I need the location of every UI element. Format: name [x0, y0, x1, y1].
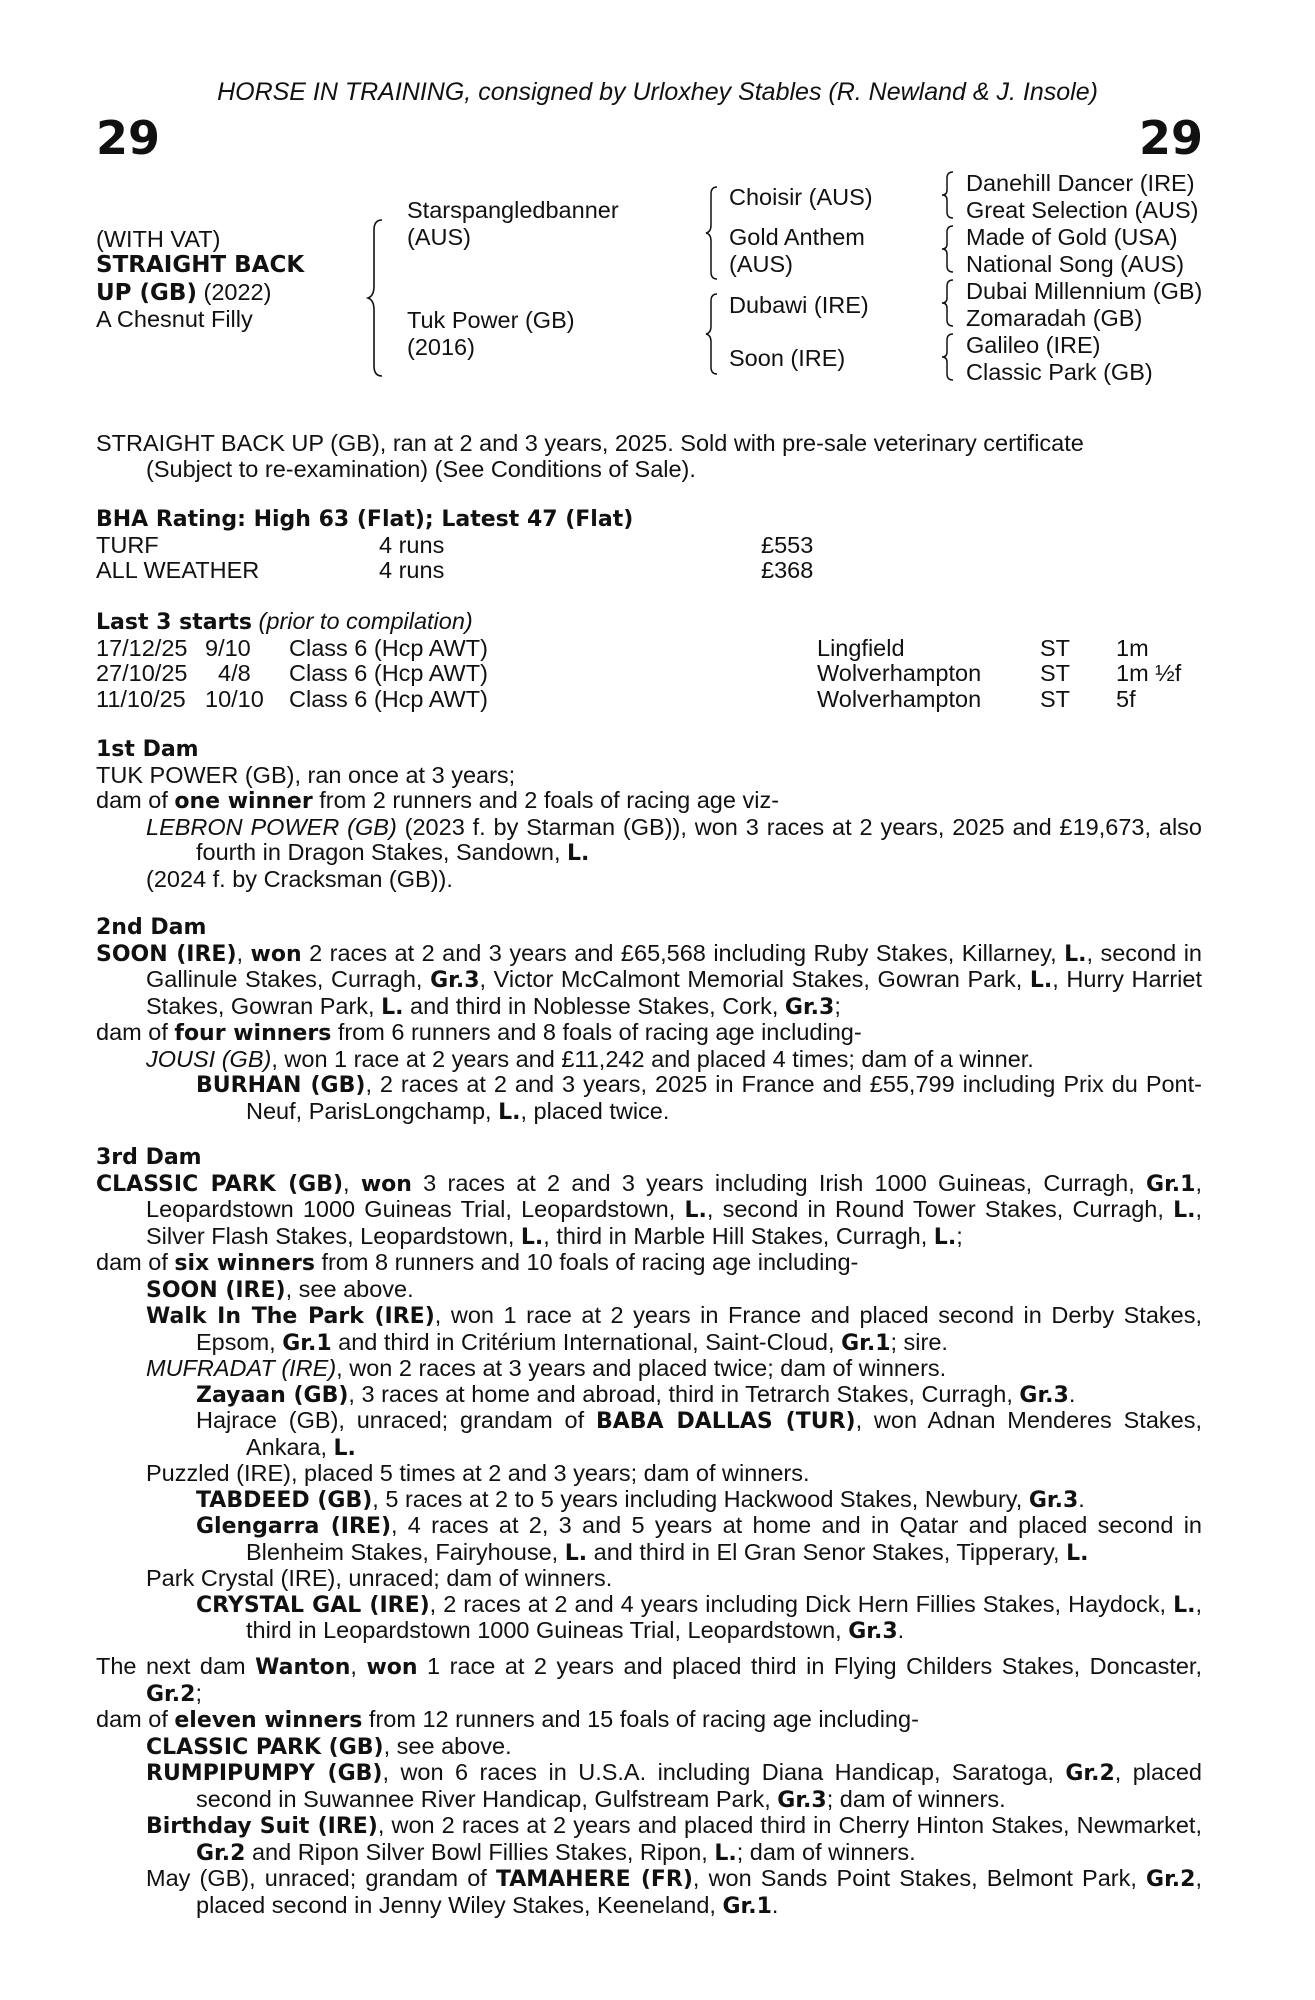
start-distance: 5f	[1116, 685, 1136, 712]
brace-dam-parents	[704, 292, 720, 376]
start-position: 4/8	[218, 660, 251, 686]
text: , 4 races at 2, 3 and 5 years at home and in Qatar and placed second in Blenheim Stakes, Fairyhouse,	[246, 1512, 1202, 1565]
sire-name: Starspangledbanner	[407, 197, 619, 223]
grade: L.	[381, 994, 404, 1020]
start-date: 27/10/25	[96, 660, 188, 686]
text: , won Adnan Menderes Stakes, Ankara,	[246, 1407, 1202, 1460]
text: .	[897, 1617, 905, 1643]
grade: L.	[714, 1840, 737, 1866]
gen3-3: Made of Gold (USA)	[966, 224, 1178, 250]
text: , second in Gallinule Stakes, Curragh,	[146, 939, 1202, 992]
progeny-name: BABA DALLAS (TUR)	[595, 1409, 856, 1434]
text: Hajrace (GB), unraced; grandam of	[196, 1407, 596, 1433]
text: ,	[236, 939, 251, 966]
text: and third in Critérium International, Saint-Cloud,	[331, 1328, 842, 1355]
text: , placed second in Jenny Wiley Stakes, Keeneland,	[196, 1865, 1202, 1918]
text: , won 2 races at 3 years and placed twice; dam of winners.	[336, 1355, 947, 1381]
grade: Gr.2	[146, 1681, 196, 1707]
page-header: HORSE IN TRAINING, consigned by Urloxhey Stables (R. Newland & J. Insole)	[217, 78, 1098, 106]
progeny-name: TABDEED (GB)	[196, 1487, 373, 1513]
text: dam of	[96, 1019, 175, 1045]
grade: L.	[684, 1198, 707, 1223]
text: and Ripon Silver Bowl Fillies Stakes, Ripon,	[245, 1838, 715, 1865]
text: , second in Round Tower Stakes, Curragh,	[706, 1196, 1174, 1222]
rating-row-turf	[96, 533, 1202, 559]
text: ; dam of winners.	[736, 1838, 916, 1865]
first-dam-section	[96, 737, 1202, 892]
gen3-1: Danehill Dancer (IRE)	[966, 170, 1195, 196]
third-dam-section	[96, 1145, 1202, 1645]
text: from 6 runners and 8 foals of racing age including-	[331, 1019, 862, 1045]
text: , Leopardstown 1000 Guineas Trial, Leopardstown,	[146, 1169, 1202, 1222]
grade: Gr.1	[722, 1893, 772, 1919]
text: , 2 races at 2 and 3 years, 2025 in France and £55,799 including Prix du Pont-Neuf, ParisLongchamp,	[246, 1071, 1202, 1124]
gen3-5: Dubai Millennium (GB)	[966, 278, 1203, 304]
text: ;	[195, 1679, 202, 1706]
text: , 5 races at 2 to 5 years including Hackwood Stakes, Newbury,	[372, 1485, 1029, 1512]
text: , won 1 race at 2 years and £11,242 and placed 4 times; dam of a winner.	[271, 1045, 1034, 1072]
horse-description: A Chesnut Filly	[96, 306, 253, 332]
text: .	[1068, 1380, 1076, 1407]
progeny-name: BURHAN (GB)	[196, 1073, 366, 1098]
rating-runs: 4 runs	[379, 557, 445, 583]
second-dam-section	[96, 915, 1202, 1125]
next-dam-section	[96, 1654, 1202, 1919]
lot-number-left: 29	[96, 111, 161, 165]
text: , won 2 races at 2 years and placed third in Cherry Hinton Stakes, Newmarket,	[377, 1812, 1202, 1838]
horse-name: UP (GB)	[96, 280, 197, 306]
progeny-name: MUFRADAT (IRE)	[146, 1355, 337, 1381]
start-date: 11/10/25	[96, 685, 186, 712]
progeny-name: RUMPIPUMPY (GB)	[146, 1761, 383, 1786]
brace-g3-1	[940, 170, 956, 220]
rating-row-aw	[96, 558, 1202, 584]
grade: Gr.3	[784, 994, 835, 1020]
brace-g3-4	[940, 332, 956, 382]
text: , Hurry Harriet Stakes, Gowran Park,	[146, 966, 1202, 1019]
brace-sire-parents	[704, 185, 720, 281]
grade: L.	[1064, 941, 1087, 967]
gen2-sire-sire: Choisir (AUS)	[729, 184, 873, 210]
progeny-name: SOON (IRE)	[146, 1277, 286, 1303]
rating-surface: TURF	[96, 531, 159, 558]
grade: L.	[520, 1224, 544, 1250]
grade: Gr.1	[1146, 1171, 1196, 1197]
start-course: Wolverhampton	[817, 660, 982, 686]
text: from 12 runners and 15 foals of racing age including-	[362, 1706, 919, 1732]
grade: Gr.3	[848, 1619, 898, 1644]
start-course: Wolverhampton	[817, 685, 982, 712]
text: , 2 races at 2 and 4 years including Dick Hern Fillies Stakes, Haydock,	[429, 1590, 1174, 1617]
gen3-2: Great Selection (AUS)	[966, 197, 1199, 223]
text: ;	[834, 992, 841, 1019]
text: .	[771, 1891, 779, 1918]
winners-count: six winners	[174, 1251, 315, 1276]
gen3-8: Classic Park (GB)	[966, 359, 1153, 385]
gen3-6: Zomaradah (GB)	[966, 305, 1143, 331]
winners-count: four winners	[174, 1021, 332, 1046]
gen2-dam-sire: Dubawi (IRE)	[729, 292, 869, 318]
grade: Gr.2	[1146, 1867, 1196, 1892]
dam-name: Tuk Power (GB)	[407, 307, 575, 333]
start-row	[96, 687, 1202, 713]
grade: L.	[1173, 1592, 1196, 1618]
text: , won 1 race at 2 years in France and placed second in Derby Stakes, Epsom,	[196, 1302, 1203, 1355]
grade: L.	[1066, 1540, 1089, 1566]
dam-name: SOON (IRE)	[96, 941, 237, 967]
horse-name-line2	[96, 279, 271, 307]
brace-g3-2	[940, 224, 956, 274]
progeny-name: JOUSI (GB)	[146, 1045, 272, 1072]
start-race: Class 6 (Hcp AWT)	[289, 660, 488, 686]
text: 3 races at 2 and 3 years including Irish 1000 Guineas, Curragh,	[411, 1169, 1147, 1196]
sire-country: (AUS)	[407, 224, 471, 250]
rating-earnings: £553	[761, 531, 814, 558]
grade: Gr.3	[1028, 1487, 1079, 1513]
text: , Victor McCalmont Memorial Stakes, Gowran Park,	[479, 966, 1030, 992]
section-heading: 2nd Dam	[96, 915, 207, 940]
horse-year: (2022)	[196, 279, 272, 305]
progeny-name: Walk In The Park (IRE)	[146, 1304, 435, 1329]
vat-note: (WITH VAT)	[96, 226, 221, 252]
summary-line1: STRAIGHT BACK UP (GB), ran at 2 and 3 years, 2025. Sold with pre-sale veterinary certificate	[96, 430, 1084, 456]
grade: L.	[498, 1099, 521, 1125]
winners-count: one winner	[174, 789, 313, 814]
progeny-name: LEBRON POWER (GB)	[146, 813, 397, 840]
last-starts	[96, 609, 1202, 712]
dam-year: (2016)	[407, 334, 475, 360]
start-distance: 1m ½f	[1116, 660, 1182, 686]
start-date: 17/12/25	[96, 634, 188, 661]
section-heading: 1st Dam	[96, 737, 199, 762]
grade: Gr.1	[282, 1330, 332, 1356]
grade: Gr.3	[430, 968, 480, 993]
last-starts-heading: Last 3 starts	[96, 610, 253, 635]
text: The next dam	[96, 1653, 256, 1679]
text: , third in Leopardstown 1000 Guineas Trial, Leopardstown,	[246, 1590, 1202, 1643]
gen2-sire-dam: Gold Anthem	[729, 224, 865, 250]
progeny-line: Park Crystal (IRE), unraced; dam of winners.	[146, 1565, 613, 1591]
section-heading: 3rd Dam	[96, 1145, 202, 1170]
grade: L.	[1173, 1198, 1196, 1223]
text: won	[250, 941, 302, 967]
winners-count: eleven winners	[174, 1708, 363, 1733]
text: and third in El Gran Senor Stakes, Tipperary,	[587, 1538, 1067, 1565]
text: dam of	[96, 1249, 175, 1275]
lot-number-right: 29	[1138, 111, 1203, 165]
text: 2 races at 2 and 3 years and £65,568 including Ruby Stakes, Killarney,	[301, 939, 1065, 966]
text: .	[1078, 1485, 1085, 1512]
text: , placed second in Suwannee River Handicap, Gulfstream Park,	[196, 1759, 1202, 1812]
rating-surface: ALL WEATHER	[96, 557, 260, 583]
last-starts-note: (prior to compilation)	[252, 608, 473, 634]
progeny-line: Puzzled (IRE), placed 5 times at 2 and 3 years; dam of winners.	[146, 1460, 810, 1486]
grade: L.	[567, 841, 590, 866]
race-summary	[96, 431, 1202, 482]
dam-line: TUK POWER (GB), ran once at 3 years;	[96, 761, 516, 788]
start-row	[96, 636, 1202, 662]
summary-line2: (Subject to re-examination) (See Conditions of Sale).	[146, 455, 696, 482]
rating-runs: 4 runs	[379, 531, 445, 558]
brace-g3-3	[940, 278, 956, 328]
gen2-sire-dam-country: (AUS)	[729, 251, 793, 277]
start-row	[96, 661, 1202, 687]
start-position: 9/10	[205, 634, 251, 661]
brace-sire-dam	[366, 218, 388, 378]
grade: L.	[1029, 968, 1053, 993]
gen3-4: National Song (AUS)	[966, 251, 1185, 277]
text: ;	[956, 1222, 963, 1249]
bha-rating	[96, 507, 1202, 584]
text: , won 6 races in U.S.A. including Diana Handicap, Saratoga,	[382, 1759, 1066, 1785]
text: May (GB), unraced; grandam of	[146, 1865, 496, 1891]
start-course: Lingfield	[817, 634, 905, 661]
text: (2023 f. by Starman (GB)), won 3 races at 2 years, 2025 and £19,673, also fourth in Dragon Stakes, Sandown,	[196, 813, 1202, 865]
dam-name: Wanton	[255, 1655, 351, 1680]
grade: Gr.2	[1065, 1761, 1115, 1786]
horse-name-line1: STRAIGHT BACK	[96, 252, 305, 278]
progeny-name: CLASSIC PARK (GB)	[146, 1734, 384, 1760]
text: , 3 races at home and abroad, third in Tetrarch Stakes, Curragh,	[348, 1380, 1020, 1407]
text: dam of	[96, 1706, 175, 1732]
text: and third in Noblesse Stakes, Cork,	[403, 992, 785, 1019]
dam-name: CLASSIC PARK (GB)	[96, 1171, 344, 1197]
text: won	[360, 1171, 412, 1197]
text: , third in Marble Hill Stakes, Curragh,	[543, 1222, 934, 1249]
text: ,	[350, 1653, 367, 1679]
progeny-name: TAMAHERE (FR)	[495, 1867, 693, 1892]
text: won	[366, 1655, 418, 1680]
start-race: Class 6 (Hcp AWT)	[289, 685, 488, 712]
text: ,	[343, 1169, 361, 1196]
grade: Gr.2	[196, 1840, 246, 1866]
text: , Silver Flash Stakes, Leopardstown,	[146, 1196, 1202, 1249]
text: , placed twice.	[520, 1097, 670, 1124]
grade: L.	[564, 1540, 588, 1566]
grade: L.	[933, 1224, 957, 1250]
text: from 8 runners and 10 foals of racing age including-	[314, 1249, 859, 1275]
progeny-name: Birthday Suit (IRE)	[146, 1814, 378, 1839]
text: ; dam of winners.	[826, 1785, 1006, 1812]
text: , see above.	[285, 1275, 414, 1302]
grade: Gr.3	[777, 1787, 827, 1813]
start-position: 10/10	[205, 685, 264, 712]
rating-earnings: £368	[761, 557, 814, 583]
text: ; sire.	[890, 1328, 948, 1355]
text: , won Sands Point Stakes, Belmont Park,	[692, 1865, 1147, 1891]
start-going: ST	[1040, 660, 1071, 686]
progeny-name: Zayaan (GB)	[196, 1382, 349, 1408]
gen2-dam-dam: Soon (IRE)	[729, 345, 846, 371]
progeny-line: (2024 f. by Cracksman (GB)).	[146, 865, 453, 892]
gen3-7: Galileo (IRE)	[966, 332, 1101, 358]
progeny-name: CRYSTAL GAL (IRE)	[196, 1592, 430, 1618]
grade: L.	[333, 1435, 356, 1461]
text: from 2 runners and 2 foals of racing age viz-	[312, 787, 780, 813]
text: 1 race at 2 years and placed third in Flying Childers Stakes, Doncaster,	[417, 1653, 1202, 1679]
start-going: ST	[1040, 634, 1071, 661]
start-distance: 1m	[1116, 634, 1149, 661]
text: , see above.	[383, 1732, 512, 1759]
grade: Gr.1	[841, 1330, 891, 1356]
progeny-name: Glengarra (IRE)	[196, 1514, 391, 1539]
start-going: ST	[1040, 685, 1071, 712]
start-race: Class 6 (Hcp AWT)	[289, 634, 488, 661]
rating-heading: BHA Rating: High 63 (Flat); Latest 47 (Flat)	[96, 507, 634, 532]
grade: Gr.3	[1019, 1382, 1069, 1408]
text: dam of	[96, 787, 175, 813]
